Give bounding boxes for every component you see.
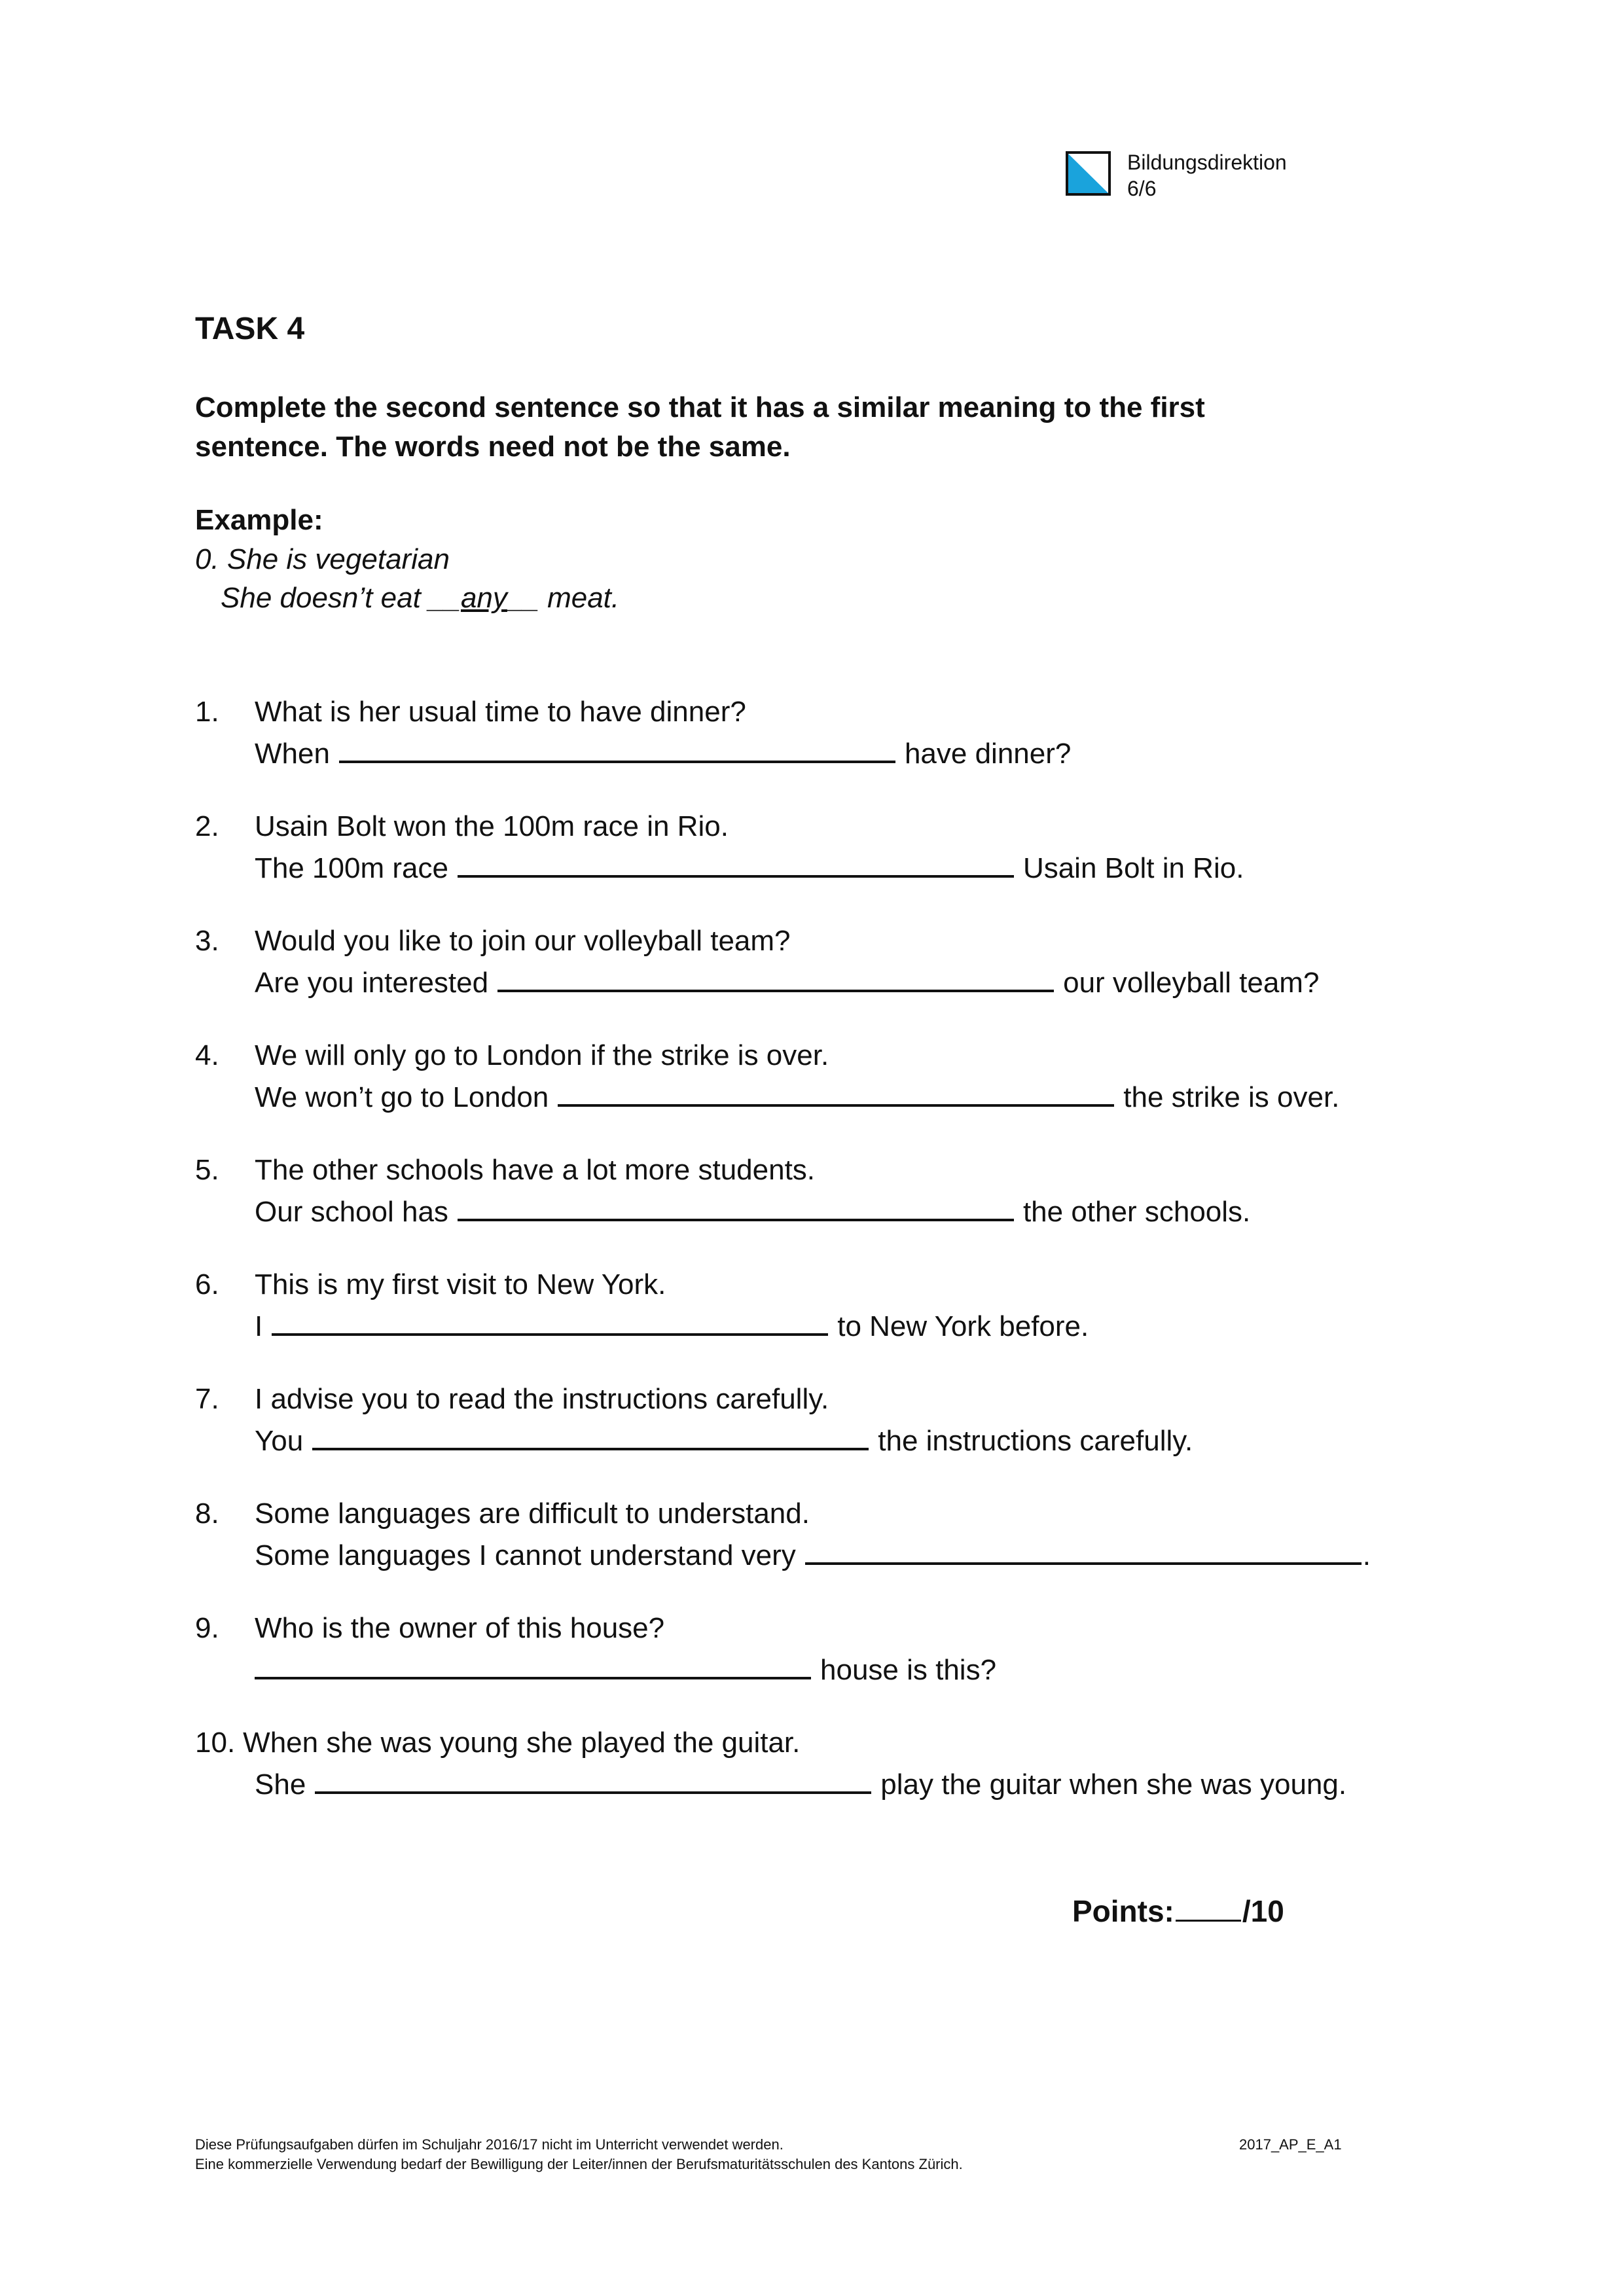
example-text-before: She doesn’t eat __ [221,582,461,614]
item-text-after: have dinner? [904,738,1072,770]
item-number: 8. [195,1498,219,1530]
instruction-line: Complete the second sentence so that it has a similar meaning to the first [195,391,1205,423]
item-original-sentence: Who is the owner of this house? [255,1612,665,1644]
item-number: 2. [195,810,219,842]
item-number: 6. [195,1268,219,1300]
item-rewrite-line [255,1422,1193,1458]
example-text-after: __ meat. [507,582,620,614]
footer-code: 2017_AP_E_A1 [1239,2136,1342,2153]
item-number: 7. [195,1383,219,1415]
item-rewrite-line [255,1193,1250,1229]
task-title: TASK 4 [195,312,305,346]
answer-blank[interactable] [497,963,1054,992]
header-org: Bildungsdirektion [1127,151,1287,174]
item-number: 1. [195,696,219,728]
footer-line-2: Eine kommerzielle Verwendung bedarf der Bewilligung der Leiter/innen der Berufsmaturitätsschulen des Kantons Zürich. [195,2156,963,2172]
item-text-after: . [1362,1539,1371,1571]
item-text-before: The 100m race [255,852,448,884]
item-rewrite-line [255,1651,996,1687]
item-original-sentence: When she was young she played the guitar. [243,1727,801,1759]
answer-blank[interactable] [312,1422,869,1450]
item-text-before: Our school has [255,1196,448,1228]
item-text-after: house is this? [820,1654,997,1686]
answer-blank[interactable] [458,1193,1014,1221]
item-number: 5. [195,1154,219,1186]
item-text-before: When [255,738,330,770]
item-rewrite-line [255,1307,1089,1343]
item-sentence [195,810,729,843]
answer-blank[interactable] [315,1765,871,1794]
item-original-sentence: This is my first visit to New York. [255,1268,666,1300]
item-number: 9. [195,1612,219,1644]
item-text-after: the instructions carefully. [878,1425,1193,1457]
points-box [1072,1893,1284,1929]
item-text-after: the strike is over. [1123,1081,1340,1113]
answer-blank[interactable] [339,734,895,763]
item-text-before: Are you interested [255,967,489,999]
item-text-after: our volleyball team? [1063,967,1320,999]
points-total: /10 [1242,1894,1284,1928]
item-original-sentence: Usain Bolt won the 100m race in Rio. [255,810,729,842]
item-sentence [195,1268,666,1301]
points-label: Points: [1072,1894,1174,1928]
item-number: 3. [195,925,219,957]
item-rewrite-line [255,1536,1371,1572]
item-rewrite-line [255,849,1244,885]
item-sentence [195,1154,815,1187]
answer-blank[interactable] [558,1078,1114,1107]
item-original-sentence: Some languages are difficult to understand. [255,1498,810,1530]
item-number: 4. [195,1039,219,1071]
item-text-after: to New York before. [837,1310,1089,1342]
footer-notice [195,2135,963,2174]
item-text-after: the other schools. [1022,1196,1251,1228]
answer-blank[interactable] [255,1651,811,1679]
item-original-sentence: The other schools have a lot more students. [255,1154,816,1186]
item-text-before: She [255,1768,306,1801]
item-text-before: I [255,1310,263,1342]
item-sentence [195,1498,810,1530]
answer-blank[interactable] [805,1536,1362,1565]
item-text-before: We won’t go to London [255,1081,549,1113]
header-page-number: 6/6 [1127,177,1157,200]
item-original-sentence: We will only go to London if the strike is over. [255,1039,829,1071]
answer-blank[interactable] [272,1307,828,1336]
example-answer: any [460,582,507,614]
item-sentence [195,1039,829,1072]
item-rewrite-line [255,1765,1346,1801]
header [1127,149,1287,202]
example-title: Example: [195,504,323,536]
example-sentence: 0. She is vegetarian [195,543,450,575]
item-sentence [195,696,746,728]
item-rewrite-line [255,734,1071,770]
canton-zurich-logo [1066,151,1111,196]
example-answer-line [221,582,619,615]
answer-blank[interactable] [458,849,1014,878]
item-rewrite-line [255,963,1319,999]
instruction-line: sentence. The words need not be the same. [195,431,791,463]
item-original-sentence: I advise you to read the instructions carefully. [255,1383,829,1415]
item-rewrite-line [255,1078,1339,1114]
points-input[interactable] [1176,1896,1241,1922]
item-text-after: play the guitar when she was young. [880,1768,1347,1801]
footer-line-1: Diese Prüfungsaufgaben dürfen im Schuljahr 2016/17 nicht im Unterricht verwendet werden. [195,2136,784,2153]
item-sentence [195,1383,829,1416]
item-sentence [195,925,791,958]
item-text-before: Some languages I cannot understand very [255,1539,796,1571]
item-sentence [195,1612,664,1645]
item-text-after: Usain Bolt in Rio. [1022,852,1244,884]
item-sentence [195,1727,800,1759]
item-number: 10. [195,1727,236,1759]
item-text-before: You [255,1425,304,1457]
item-original-sentence: What is her usual time to have dinner? [255,696,746,728]
instruction [195,388,1205,467]
item-original-sentence: Would you like to join our volleyball team? [255,925,791,957]
